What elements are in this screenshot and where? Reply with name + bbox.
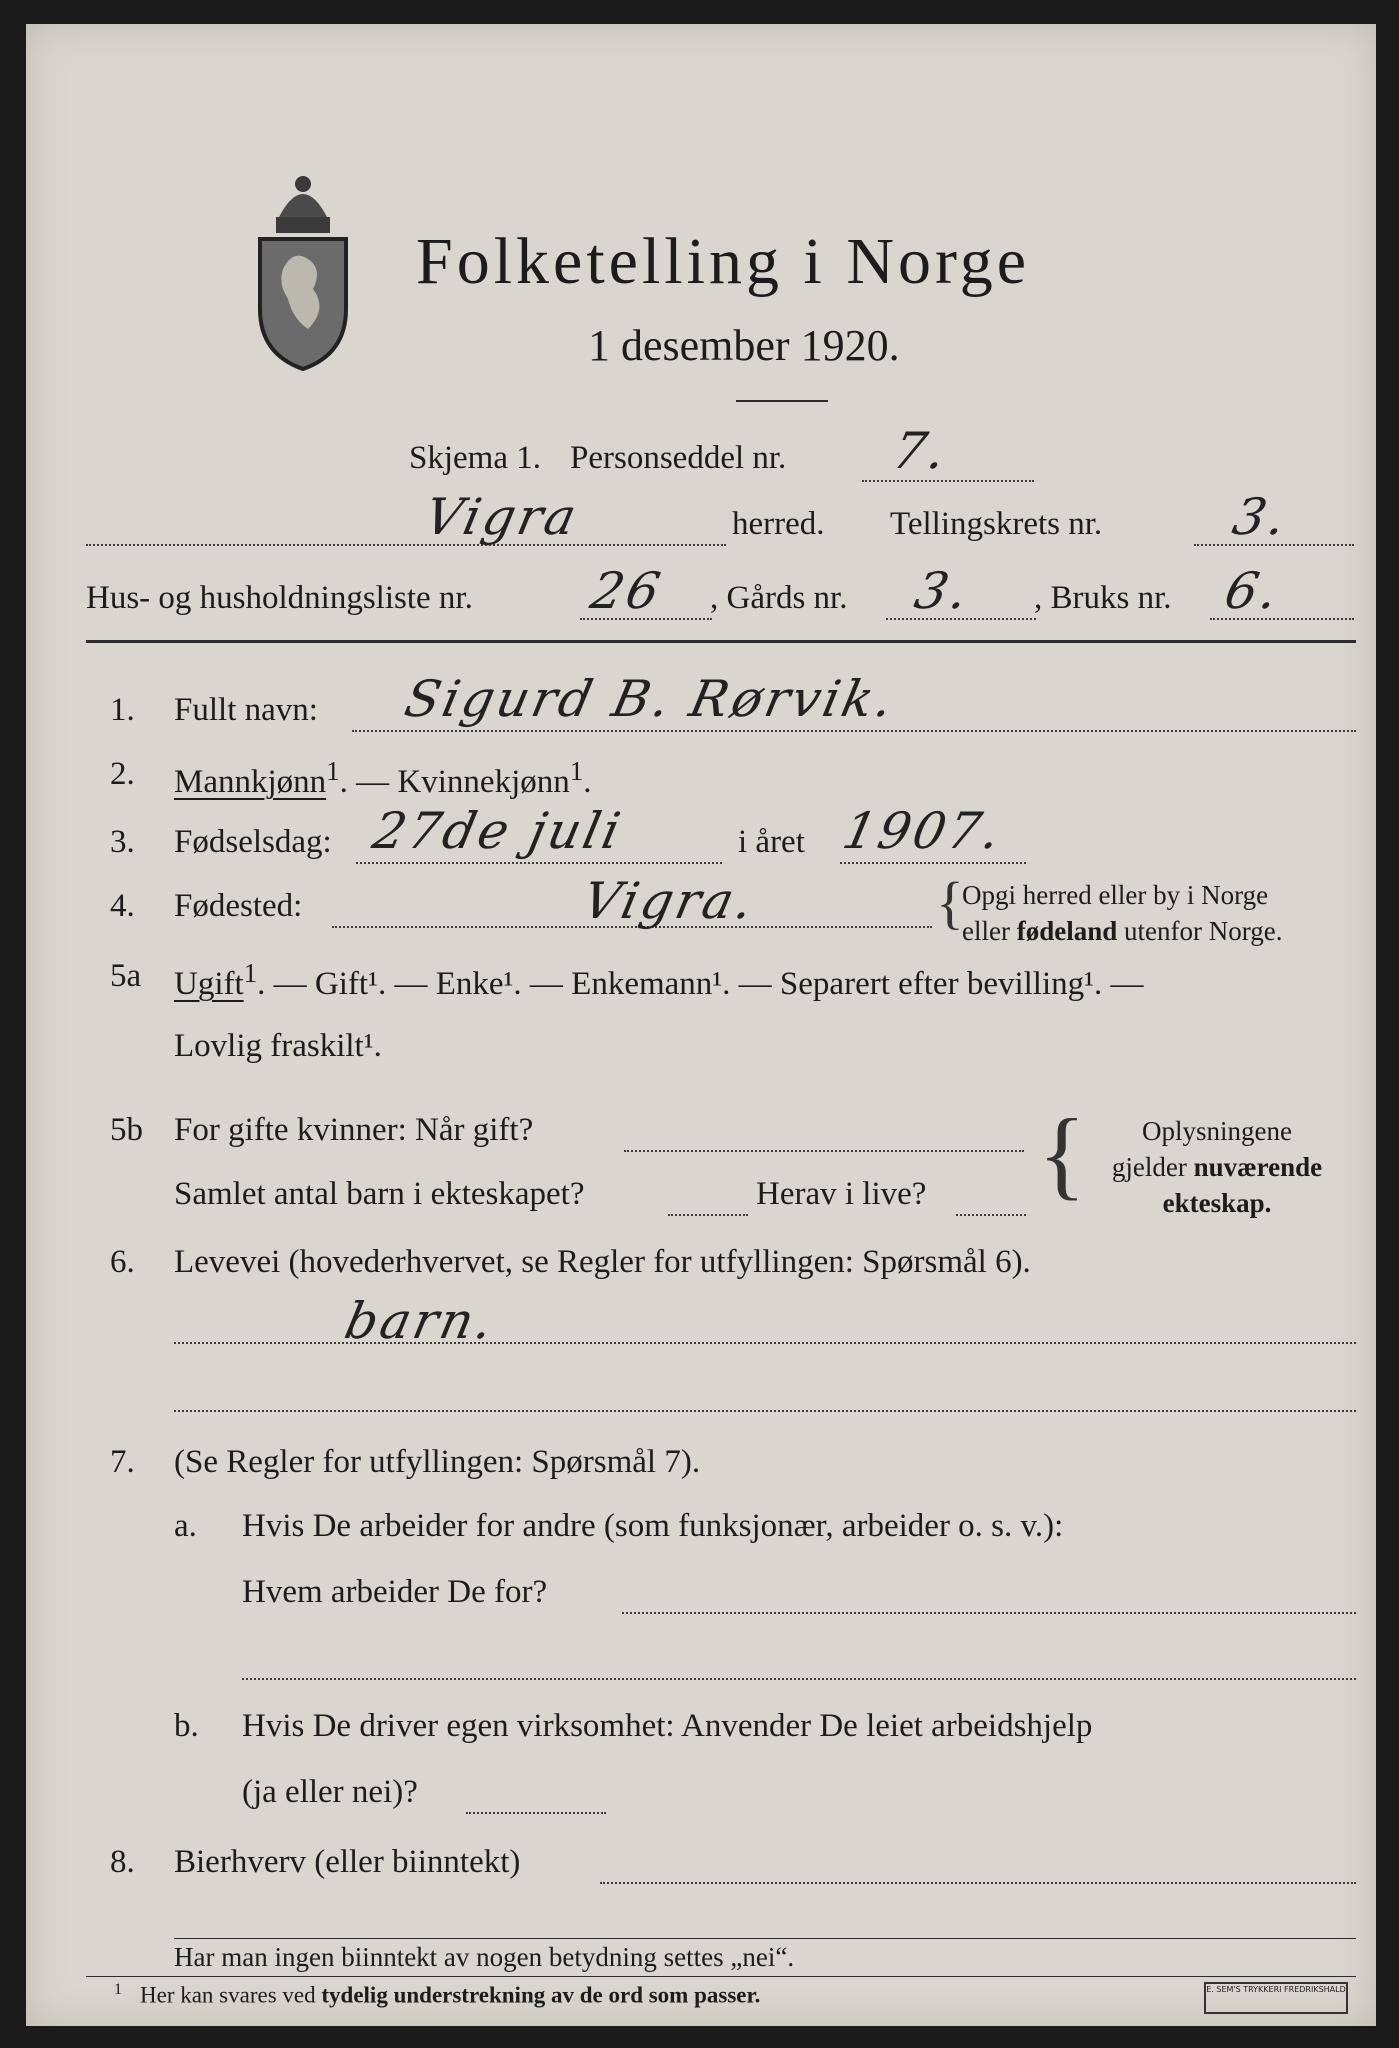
q4-brace: {	[936, 870, 964, 935]
birth-year-value: 1907.	[837, 802, 1009, 860]
form-title: Folketelling i Norge	[416, 225, 1031, 298]
occupation-field-line2[interactable]	[174, 1410, 1356, 1412]
q5b-married-when-label: For gifte kvinner: Når gift?	[174, 1112, 534, 1148]
q2-options: Mannkjønn$^1$. — Kvinnekjønn$^1$.	[174, 756, 592, 800]
q8-number: 8.	[110, 1844, 135, 1880]
full-name-value: Sigurd B. Rørvik.	[399, 670, 901, 728]
herred-label: herred.	[732, 506, 825, 542]
q5a-line2[interactable]: Lovlig fraskilt¹.	[174, 1028, 382, 1064]
census-form-paper	[26, 24, 1376, 2026]
footnote: $^1$ Her kan svares ved tydelig understrekning av de ord som passer.	[114, 1981, 761, 2008]
q4-number: 4.	[110, 888, 135, 924]
children-alive-field[interactable]	[956, 1214, 1026, 1216]
hus-value: 26	[585, 562, 668, 620]
tellingskrets-label: Tellingskrets nr.	[890, 506, 1103, 542]
bruks-label: , Bruks nr.	[1034, 580, 1172, 616]
year-label: i året	[738, 824, 805, 860]
q5b-note-line2: gjelder nuværende	[1111, 1152, 1323, 1182]
birthplace-value: Vigra.	[577, 872, 762, 930]
option-mannkjonn[interactable]: Mannkjønn	[174, 764, 327, 800]
q4-note-line1: Opgi herred eller by i Norge	[962, 880, 1269, 910]
q2-number: 2.	[110, 756, 135, 792]
q5a-number: 5a	[110, 958, 142, 994]
q4-note-line2: eller fødeland utenfor Norge.	[962, 916, 1283, 946]
header-rule	[86, 640, 1356, 643]
q1-label: Fullt navn:	[174, 692, 318, 728]
q5a-options: Ugift$^1$. — Gift¹. — Enke¹. — Enkemann¹. — Separert efter bevilling¹. —	[174, 958, 1144, 1002]
employer-field-line2[interactable]	[242, 1678, 1356, 1680]
option-kvinnekjonn[interactable]: Kvinnekjønn	[397, 764, 570, 800]
birthday-value: 27de juli	[367, 802, 628, 860]
personseddel-label: Personseddel nr.	[570, 440, 787, 476]
skjema-label: Skjema 1.	[409, 440, 541, 476]
footer-rule-2	[86, 1976, 1356, 1977]
personseddel-field[interactable]	[862, 480, 1034, 482]
census-date: 1 desember 1920.	[588, 321, 900, 370]
birth-year-field[interactable]	[840, 862, 1026, 864]
q7b-letter: b.	[174, 1708, 199, 1744]
personseddel-value: 7.	[887, 422, 954, 480]
q1-number: 1.	[110, 692, 135, 728]
no-income-note: Har man ingen biinntekt av nogen betydning settes „nei“.	[174, 1942, 795, 1972]
footer-rule-1	[174, 1938, 1356, 1939]
option-ugift[interactable]: Ugift	[174, 966, 244, 1002]
q7a-letter: a.	[174, 1508, 197, 1544]
married-when-field[interactable]	[624, 1150, 1024, 1152]
printer-stamp: E. SEM'S TRYKKERI FREDRIKSHALD	[1204, 1982, 1348, 2014]
q5b-note-line3: ekteskap.	[1162, 1188, 1272, 1218]
occupation-field-line1[interactable]	[174, 1342, 1356, 1344]
bruks-value: 6.	[1219, 562, 1286, 620]
title-divider	[736, 400, 828, 402]
q7-number: 7.	[110, 1444, 135, 1480]
q6-number: 6.	[110, 1244, 135, 1280]
q5b-number: 5b	[110, 1112, 143, 1148]
q8-label: Bierhverv (eller biinntekt)	[174, 1844, 521, 1880]
tellingskrets-value: 3.	[1227, 488, 1294, 546]
q6-label: Levevei (hovederhvervet, se Regler for utfyllingen: Spørsmål 6).	[174, 1244, 1031, 1280]
hired-help-field[interactable]	[466, 1812, 606, 1814]
q3-number: 3.	[110, 824, 135, 860]
occupation-value: barn.	[339, 1292, 501, 1350]
q7b-text: Hvis De driver egen virksomhet: Anvender De leiet arbeidshjelp	[242, 1708, 1093, 1744]
gards-label: , Gårds nr.	[710, 580, 848, 616]
employer-field-line1[interactable]	[622, 1612, 1356, 1614]
q5b-alive-label: Herav i live?	[756, 1176, 927, 1212]
coat-of-arms-icon	[248, 159, 358, 379]
q5b-children-label: Samlet antal barn i ekteskapet?	[174, 1176, 585, 1212]
q5b-note-line1: Oplysningene	[1142, 1116, 1292, 1146]
hus-label: Hus- og husholdningsliste nr.	[86, 580, 473, 616]
q4-label: Fødested:	[174, 888, 303, 924]
full-name-field[interactable]	[352, 730, 1356, 732]
side-income-field[interactable]	[600, 1882, 1356, 1884]
q3-label: Fødselsdag:	[174, 824, 332, 860]
children-count-field[interactable]	[668, 1214, 748, 1216]
birthday-field[interactable]	[356, 862, 722, 864]
herred-field[interactable]	[86, 544, 726, 546]
herred-value: Vigra	[419, 488, 585, 546]
q5b-brace: {	[1038, 1098, 1086, 1209]
gards-value: 3.	[909, 562, 976, 620]
q7a-text: Hvis De arbeider for andre (som funksjonær, arbeider o. s. v.):	[242, 1508, 1064, 1544]
q7-label: (Se Regler for utfyllingen: Spørsmål 7).	[174, 1444, 701, 1480]
q7b-question: (ja eller nei)?	[242, 1774, 418, 1810]
q7a-question: Hvem arbeider De for?	[242, 1574, 548, 1610]
